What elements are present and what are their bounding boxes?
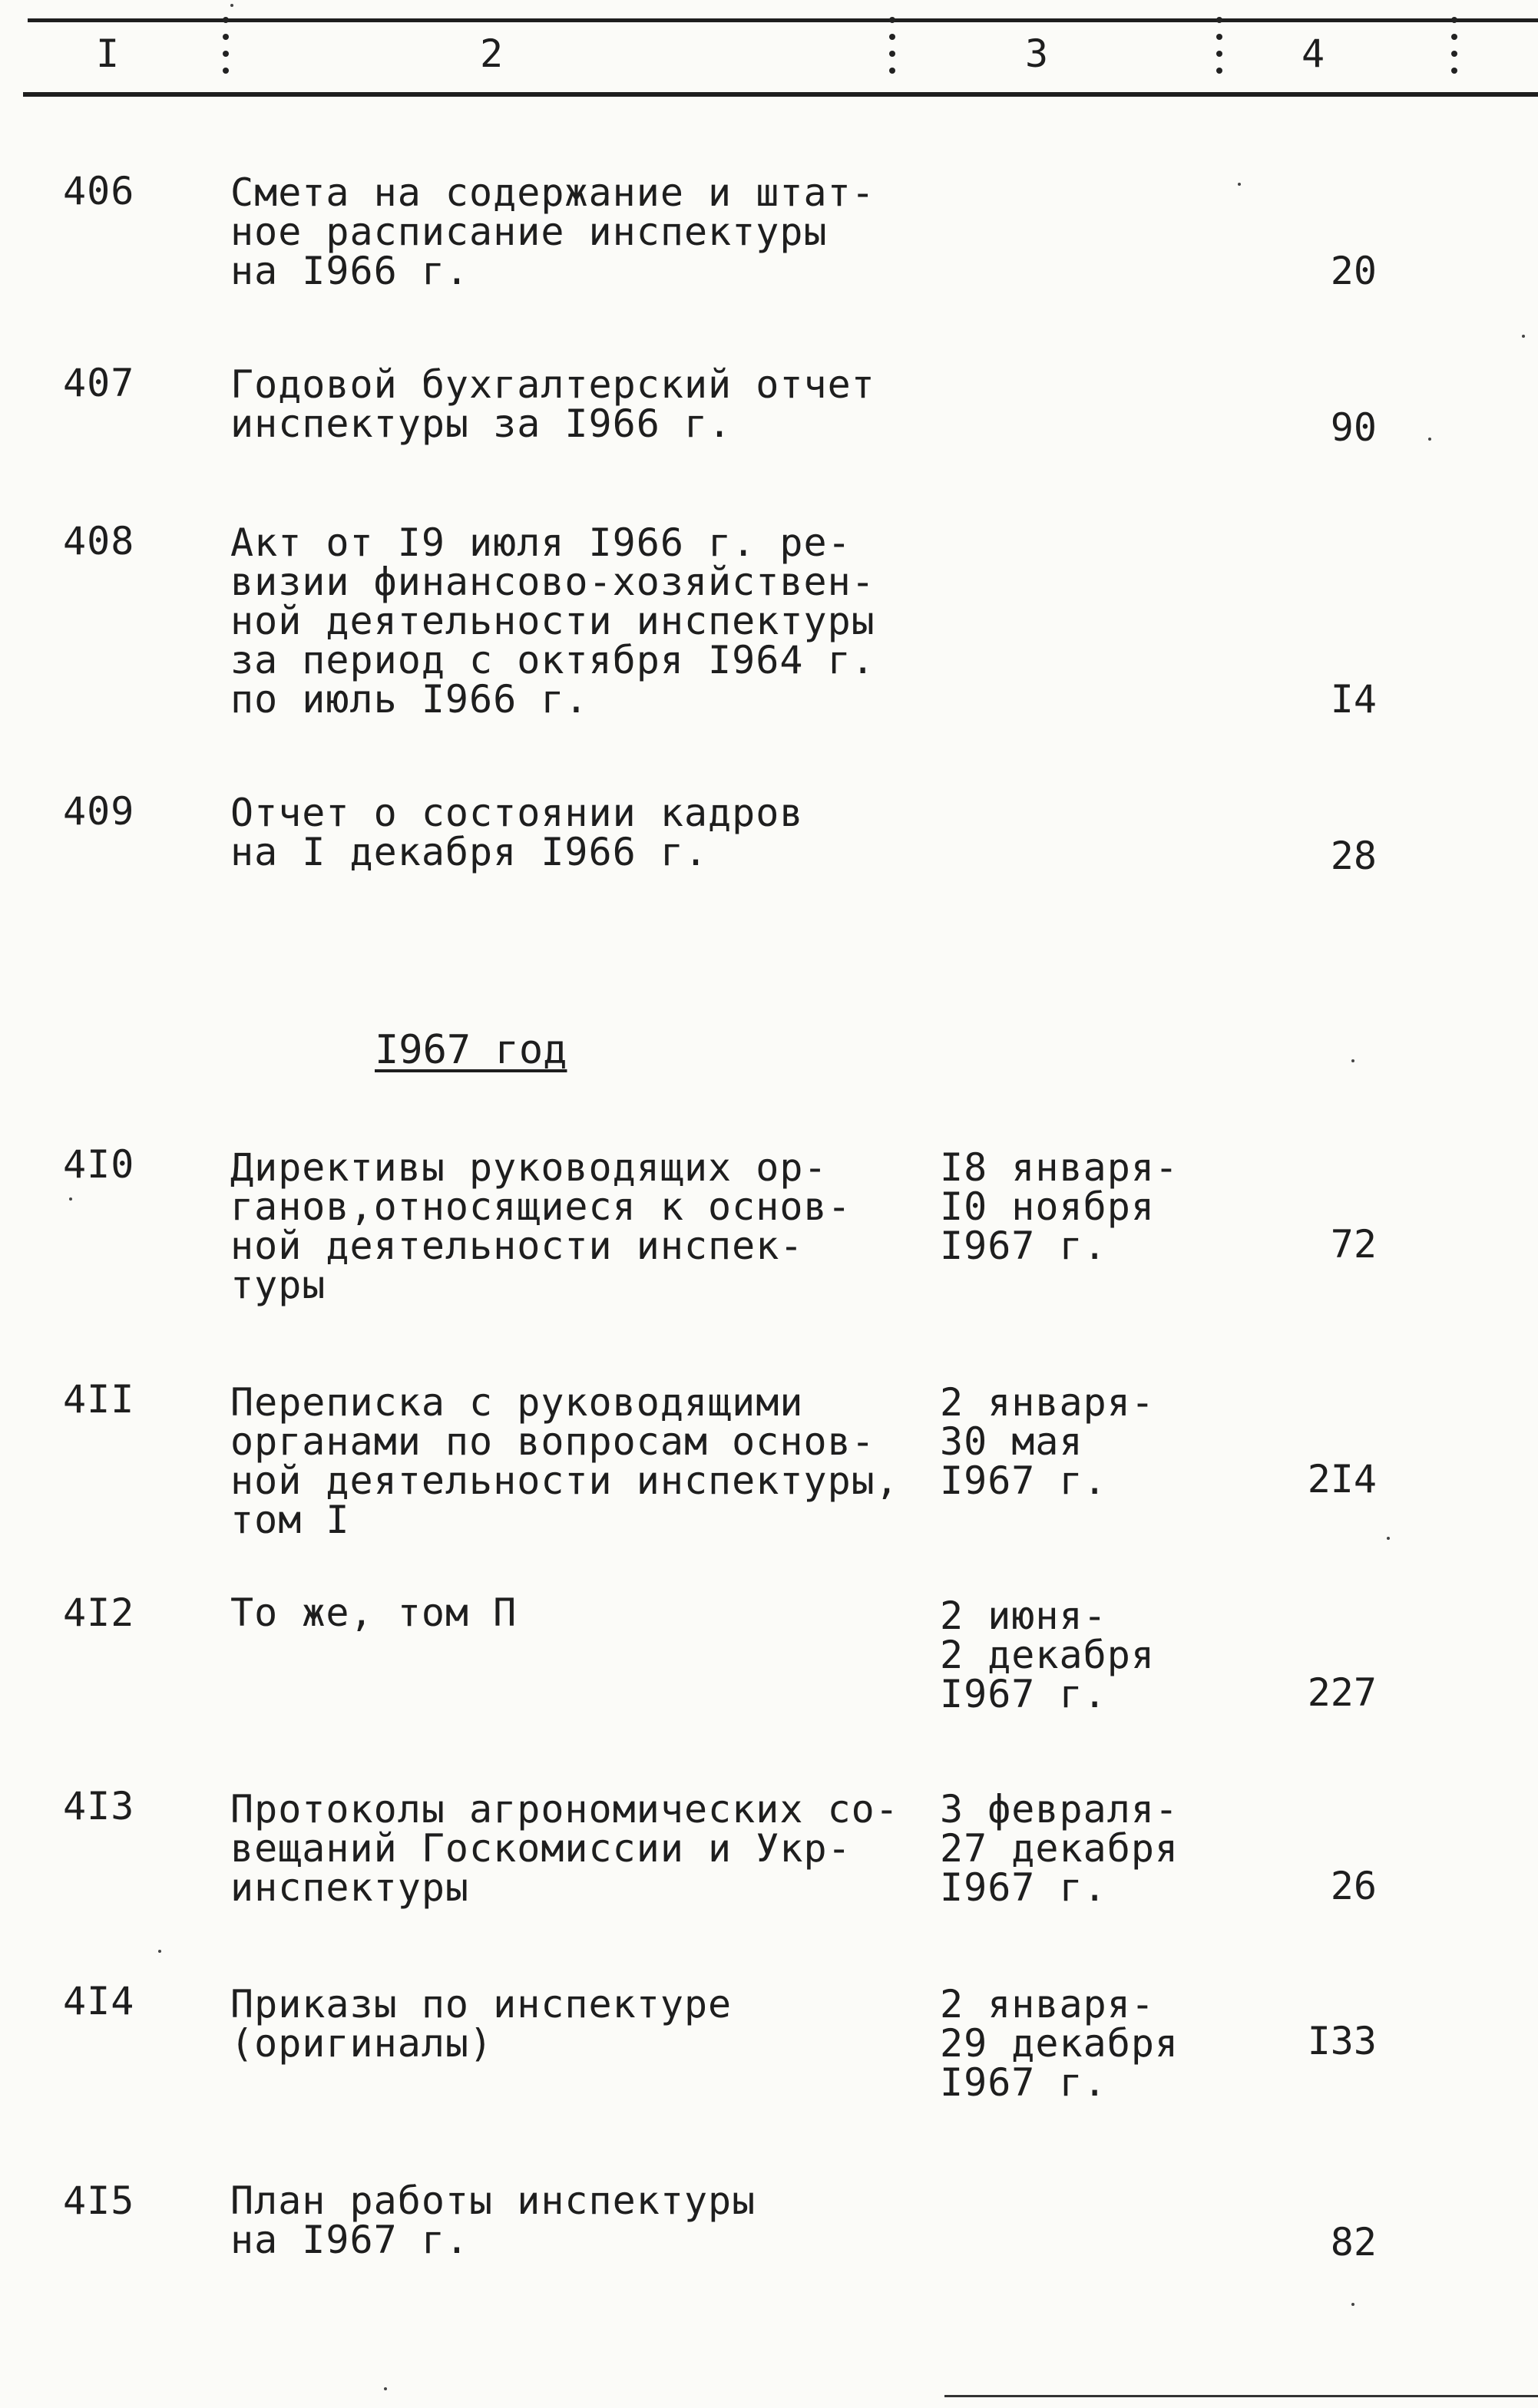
scan-speck [1387, 1537, 1390, 1540]
row-dates: I8 января- I0 ноября I967 г. [940, 1145, 1179, 1268]
column-separator [223, 17, 229, 94]
scan-speck [1428, 438, 1431, 441]
scan-speck [1351, 1059, 1354, 1062]
column-separator [1216, 17, 1222, 94]
row-number: 407 [63, 361, 135, 405]
row-pages: 72 [1330, 1222, 1377, 1267]
column-header-4: 4 [1301, 31, 1325, 76]
column-separator [1451, 17, 1457, 94]
row-description: Годовой бухгалтерский отчет инспектуры за I966 г. [230, 362, 875, 446]
column-header-2: 2 [479, 31, 504, 76]
scan-speck [230, 4, 233, 7]
row-dates: 3 февраля- 27 декабря I967 г. [940, 1787, 1179, 1910]
row-pages: 82 [1330, 2220, 1377, 2264]
row-number: 409 [63, 789, 135, 834]
row-description: Протоколы агрономических со- вещаний Госкомиссии и Укр- инспектуры [230, 1787, 899, 1910]
row-pages: 90 [1330, 405, 1377, 450]
row-description: То же, том П [230, 1590, 518, 1635]
row-pages: 227 [1307, 1670, 1377, 1715]
row-number: 4I4 [63, 1979, 135, 2023]
row-pages: 2I4 [1307, 1457, 1377, 1501]
row-number: 406 [63, 169, 135, 213]
scan-speck [1238, 183, 1241, 186]
year-section-heading: I967 год [375, 1027, 567, 1073]
scan-speck [69, 1197, 72, 1201]
row-description: Смета на содержание и штат- ное расписание инспектуры на I966 г. [230, 170, 875, 293]
row-description: План работы инспектуры на I967 г. [230, 2178, 756, 2262]
footer-rule [944, 2395, 1538, 2397]
scan-speck [158, 1950, 161, 1953]
row-number: 4I3 [63, 1784, 135, 1828]
row-pages: 20 [1330, 249, 1377, 293]
row-dates: 2 января- 30 мая I967 г. [940, 1380, 1155, 1503]
row-description: Директивы руководящих ор- ганов,относящиеся к основ- ной деятельности инспек- туры [230, 1145, 852, 1307]
header-bottom-rule [23, 92, 1538, 97]
row-dates: 2 января- 29 декабря I967 г. [940, 1982, 1179, 2105]
row-description: Приказы по инспектуре (оригиналы) [230, 1982, 733, 2066]
row-pages: 26 [1330, 1864, 1377, 1908]
row-number: 4I5 [63, 2178, 135, 2223]
scan-speck [1351, 2303, 1354, 2306]
row-dates: 2 июня- 2 декабря I967 г. [940, 1594, 1155, 1716]
row-description: Переписка с руководящими органами по вопросам основ- ной деятельности инспектуры, том I [230, 1380, 899, 1542]
row-number: 4II [63, 1377, 135, 1422]
row-number: 4I2 [63, 1590, 135, 1635]
scan-speck [1522, 335, 1525, 338]
row-number: 408 [63, 519, 135, 563]
header-top-rule [28, 18, 1538, 22]
row-description: Отчет о состоянии кадров на I декабря I966 г. [230, 791, 804, 874]
row-pages: I4 [1330, 677, 1377, 722]
column-header-3: 3 [1024, 31, 1049, 76]
column-separator [889, 17, 895, 94]
scan-speck [384, 2387, 387, 2390]
row-description: Акт от I9 июля I966 г. ре- визии финансово-хозяйствен- ной деятельности инспектуры за период с октября I964 г. по июль I966 г. [230, 520, 875, 722]
column-header-1: I [95, 31, 120, 76]
row-pages: 28 [1330, 834, 1377, 878]
row-pages: I33 [1307, 2019, 1377, 2063]
row-number: 4I0 [63, 1142, 135, 1187]
